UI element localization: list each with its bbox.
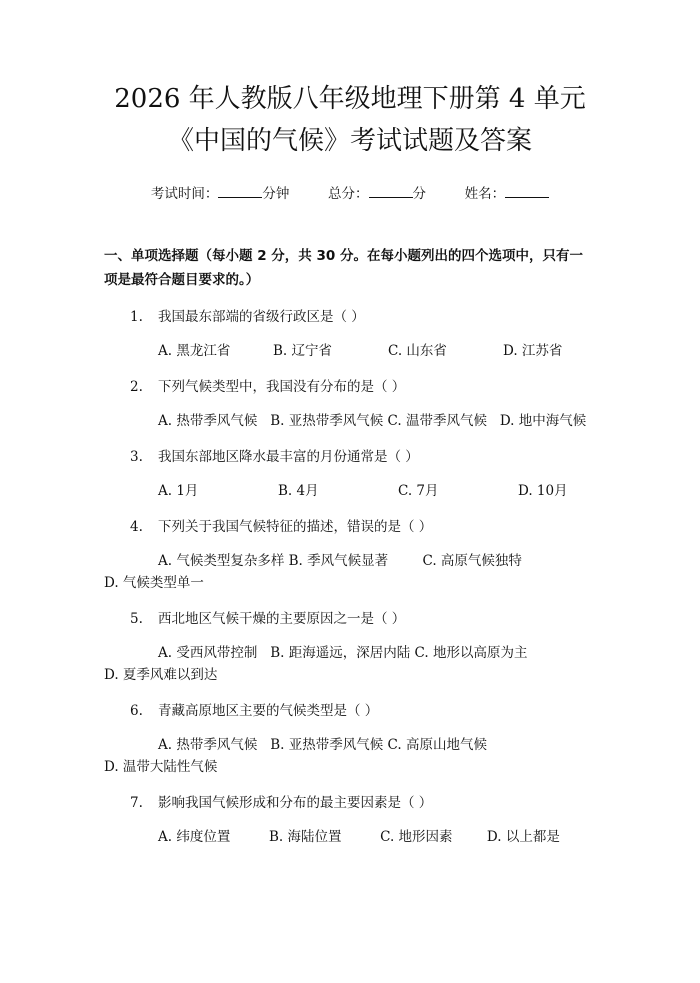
question-4	[104, 516, 596, 594]
question-text: 西北地区气候干燥的主要原因之一是（ ）	[158, 611, 406, 627]
score-unit: 分	[412, 186, 426, 202]
option-d[interactable]: D. 以上都是	[486, 829, 560, 845]
name-label: 姓名：	[464, 186, 506, 202]
question-number: 5.	[130, 611, 143, 627]
question-7	[104, 792, 596, 848]
option-a[interactable]: A. 纬度位置	[158, 829, 231, 845]
option-d[interactable]: D. 地中海气候	[499, 413, 587, 429]
question-text: 我国东部地区降水最丰富的月份通常是（ ）	[158, 449, 419, 465]
question-5	[104, 608, 596, 686]
time-unit: 分钟	[262, 186, 290, 202]
page-title: 2026 年人教版八年级地理下册第 4 单元《中国的气候》考试试题及答案	[114, 84, 586, 156]
question-1	[104, 306, 596, 362]
option-c[interactable]: C. 高原气候独特	[422, 553, 522, 569]
time-label: 考试时间：	[150, 186, 219, 202]
exam-page	[0, 78, 700, 983]
option-a[interactable]: A. 1月	[158, 483, 199, 499]
option-b[interactable]: B. 亚热带季风气候	[270, 737, 384, 753]
option-c[interactable]: C. 山东省	[388, 343, 447, 359]
time-blank	[218, 185, 262, 198]
option-d[interactable]: D. 10月	[518, 483, 568, 499]
option-a[interactable]: A. 气候类型复杂多样	[158, 553, 285, 569]
score-label: 总分：	[328, 186, 369, 202]
option-a[interactable]: A. 黑龙江省	[158, 343, 231, 359]
option-b[interactable]: B. 海陆位置	[268, 829, 342, 845]
exam-meta	[104, 184, 596, 204]
question-number: 6.	[130, 703, 143, 719]
option-c[interactable]: C. 7月	[398, 483, 439, 499]
options	[104, 340, 596, 362]
question-number: 3.	[130, 449, 143, 465]
option-b[interactable]: B. 4月	[278, 483, 319, 499]
question-number: 4.	[130, 519, 143, 535]
question-number: 1.	[130, 309, 143, 325]
option-b[interactable]: B. 亚热带季风气候	[270, 413, 384, 429]
option-b[interactable]: B. 距海遥远，深居内陆	[270, 645, 411, 661]
question-text: 影响我国气候形成和分布的最主要因素是（ ）	[158, 795, 433, 811]
question-3	[104, 446, 596, 502]
options	[104, 734, 596, 778]
question-number: 2.	[130, 379, 143, 395]
option-d[interactable]: D. 江苏省	[503, 343, 563, 359]
option-b[interactable]: B. 季风气候显著	[288, 553, 389, 569]
option-d[interactable]: D. 温带大陆性气候	[104, 759, 218, 775]
option-a[interactable]: A. 受西风带控制	[158, 645, 258, 661]
option-d[interactable]: D. 夏季风难以到达	[104, 667, 218, 683]
option-c[interactable]: C. 高原山地气候	[387, 737, 487, 753]
question-6	[104, 700, 596, 778]
option-a[interactable]: A. 热带季风气候	[158, 737, 258, 753]
option-c[interactable]: C. 地形以高原为主	[414, 645, 528, 661]
question-number: 7.	[130, 795, 143, 811]
option-b[interactable]: B. 辽宁省	[273, 343, 333, 359]
options	[104, 410, 596, 432]
options	[104, 550, 596, 594]
options	[104, 642, 596, 686]
question-text: 我国最东部端的省级行政区是（ ）	[158, 309, 365, 325]
question-text: 青藏高原地区主要的气候类型是（ ）	[158, 703, 379, 719]
option-d[interactable]: D. 气候类型单一	[104, 575, 204, 591]
question-text: 下列气候类型中，我国没有分布的是（ ）	[158, 379, 406, 395]
name-blank	[505, 185, 549, 198]
options	[104, 826, 596, 848]
question-text: 下列关于我国气候特征的描述，错误的是（ ）	[158, 519, 433, 535]
section-heading: 一、单项选择题（每小题 2 分，共 30 分。在每小题列出的四个选项中，只有一项是最符合题目要求的。）	[104, 248, 583, 288]
score-blank	[369, 185, 413, 198]
options	[104, 480, 596, 502]
option-c[interactable]: C. 地形因素	[380, 829, 453, 845]
option-a[interactable]: A. 热带季风气候	[158, 413, 258, 429]
option-c[interactable]: C. 温带季风气候	[387, 413, 487, 429]
question-2	[104, 376, 596, 432]
